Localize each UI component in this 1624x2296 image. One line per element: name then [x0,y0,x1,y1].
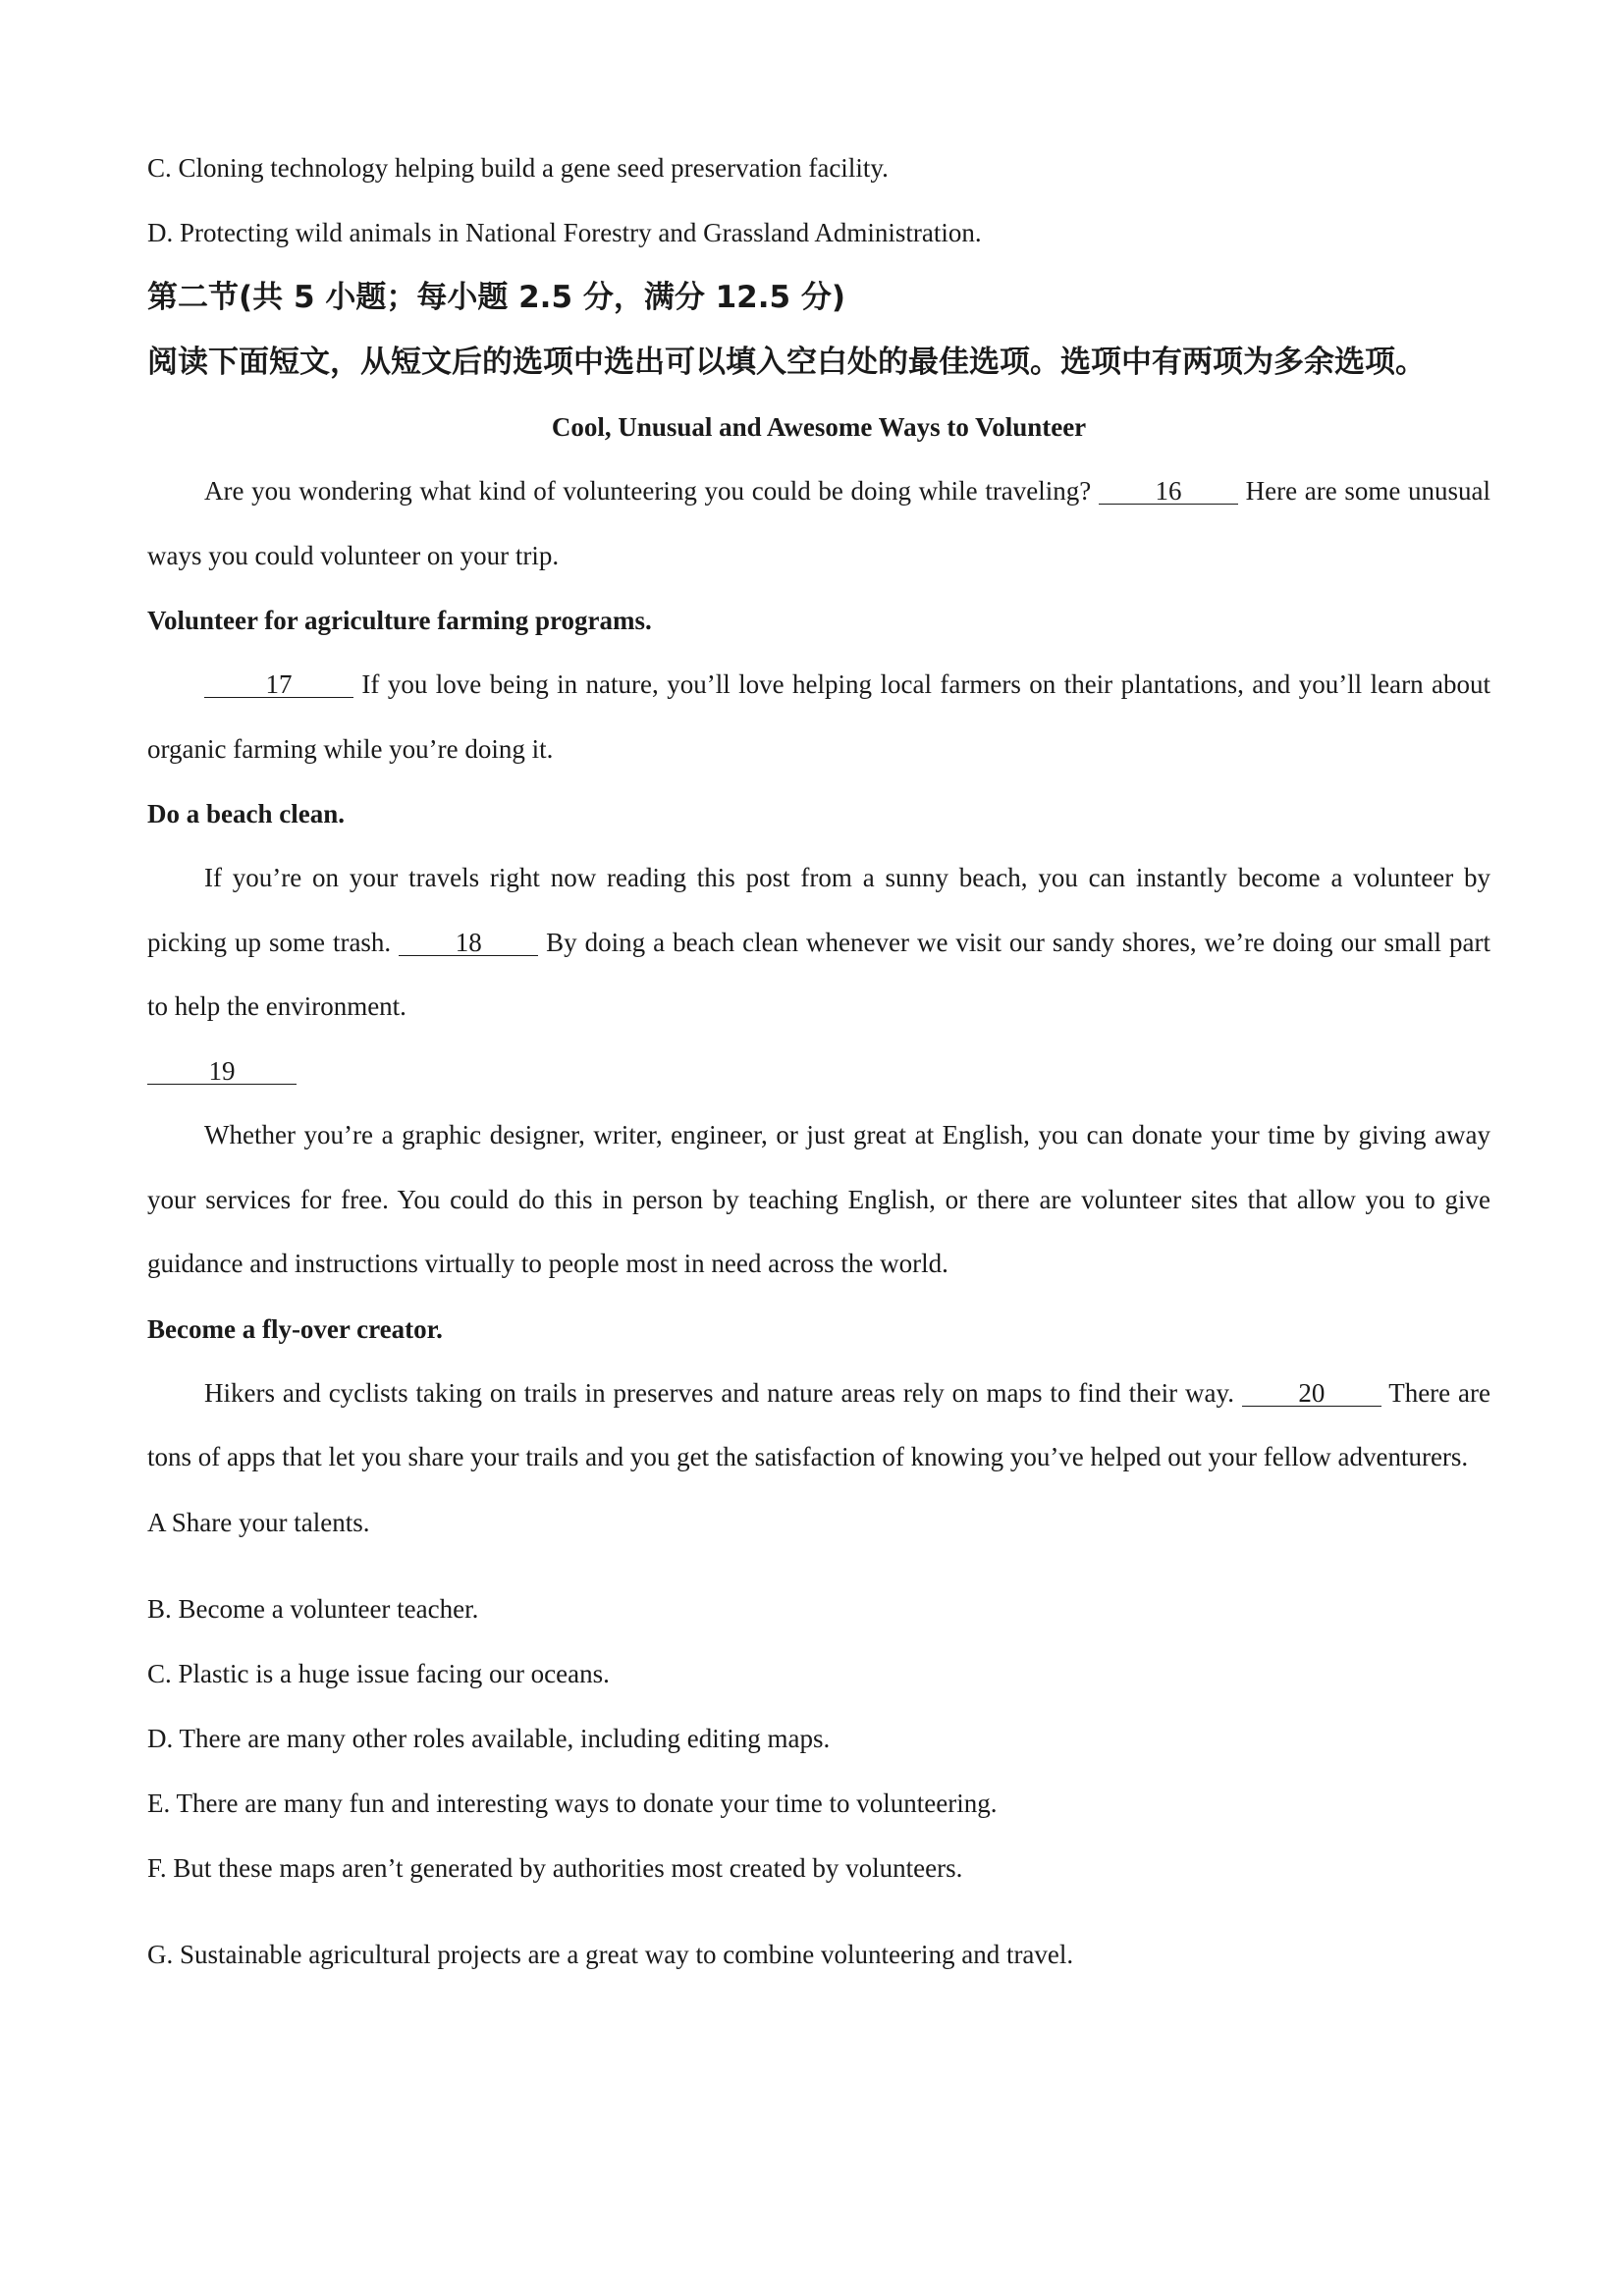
subheading-fly-over: Become a fly-over creator. [147,1313,443,1344]
option-f: F. But these maps aren’t generated by authorities most created by volunteers. [147,1852,963,1883]
paragraph-1-text-after: Here are some unusual ways you could volunteer on your trip. [147,476,1490,570]
subheading-beach: Do a beach clean. [147,799,345,828]
option-c-previous: C. Cloning technology helping build a gene seed preservation facility. [147,153,889,183]
paragraph-5-text: Hikers and cyclists taking on trails in preserves and nature areas rely on maps to find their way. [204,1377,1242,1408]
option-a: A Share your talents. [147,1507,370,1537]
option-d: D. There are many other roles available, including editing maps. [147,1723,831,1753]
paragraph-3 [147,846,1490,1040]
document-page [147,135,1490,1987]
blank-18: 18 [399,930,538,956]
section-header: 第二节(共 5 小题；每小题 2.5 分，满分 12.5 分) [147,280,846,315]
option-e: E. There are many fun and interesting ways to donate your time to volunteering. [147,1788,998,1818]
section-instruction: 阅读下面短文，从短文后的选项中选出可以填入空白处的最佳选项。选项中有两项为多余选项。 [147,345,1426,380]
paragraph-1 [147,459,1490,588]
option-c: C. Plastic is a huge issue facing our oceans. [147,1658,610,1688]
passage-title: Cool, Unusual and Awesome Ways to Volunteer [551,412,1087,442]
answer-options [147,1490,1490,1987]
blank-16: 16 [1099,478,1238,505]
option-b: B. Become a volunteer teacher. [147,1593,479,1624]
paragraph-4: Whether you’re a graphic designer, writer, engineer, or just great at English, you can donate your time by giving away your services for free. You could do this in person by teaching English, or there are volunteer sites that allow you to give guidance and instructions virtually to people most in need across the world. [147,1120,1490,1278]
blank-20: 20 [1242,1380,1381,1407]
option-d-previous: D. Protecting wild animals in National Forestry and Grassland Administration. [147,218,982,247]
paragraph-3-text-after: By doing a beach clean whenever we visit our sandy shores, we’re doing our small part to help the environment. [147,927,1490,1021]
blank-19: 19 [147,1058,297,1085]
subheading-blank-19-line [147,1040,1490,1104]
paragraph-3-text: If you’re on your travels right now reading this post from a sunny beach, you can instantly become a volunteer by picking up some trash. [147,863,1490,957]
paragraph-5-text-after: There are tons of apps that let you share your trails and you get the satisfaction of knowing you’ve helped out your fellow adventurers. [147,1377,1490,1471]
subheading-agriculture: Volunteer for agriculture farming programs. [147,606,652,635]
paragraph-5 [147,1362,1490,1490]
paragraph-2 [147,653,1490,781]
option-g: G. Sustainable agricultural projects are a great way to combine volunteering and travel. [147,1939,1074,1969]
paragraph-2-text: If you love being in nature, you’ll love helping local farmers on their plantations, and you’ll learn about organic farming while you’re doing it. [147,669,1490,764]
paragraph-1-text: Are you wondering what kind of volunteering you could be doing while traveling? [204,476,1099,506]
blank-17: 17 [204,671,353,698]
